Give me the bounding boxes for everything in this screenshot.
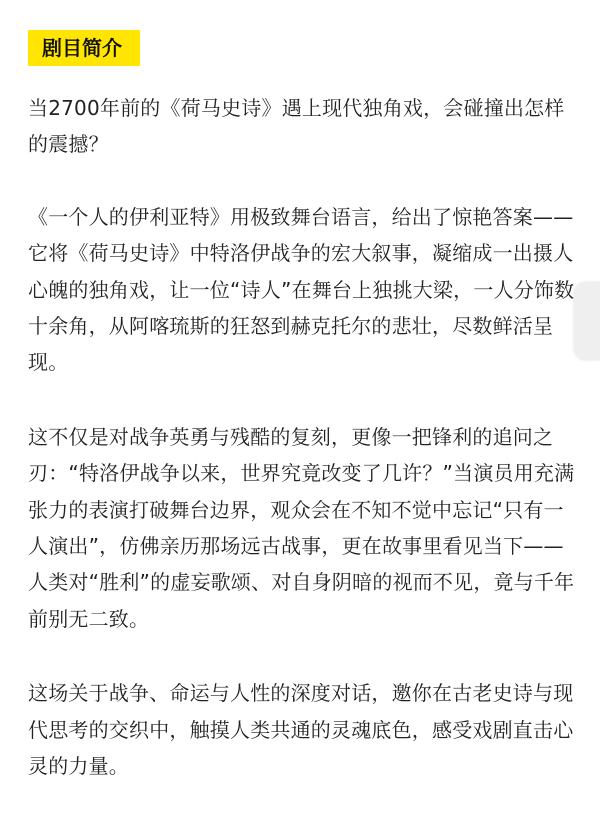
paragraph-intro: 当2700年前的《荷马史诗》遇上现代独角戏，会碰撞出怎样的震撼？ xyxy=(28,96,565,157)
paragraph-conclusion: 这场关于战争、命运与人性的深度对话，邀你在古老史诗与现代思考的交织中，触摸人类共通的灵魂底色，感受戏剧直击心灵的力量。 xyxy=(28,681,574,779)
section-title: 剧目简介 xyxy=(42,36,122,60)
paragraph-question: 这不仅是对战争英勇与残酷的复刻，更像一把锋利的追问之刃：“特洛伊战争以来，世界究竟改变了几许？”当演员用充满张力的表演打破舞台边界，观众会在不知不觉中忘记“只有一人演出”，仿佛亲历那场远古战事，更在故事里看见当下——人类对“胜利”的虚妄歌颂、对自身阴暗的视而不见，竟与千年前别无二致。 xyxy=(28,424,575,631)
side-tab-handle[interactable] xyxy=(574,282,600,360)
paragraph-answer: 《一个人的伊利亚特》用极致舞台语言，给出了惊艳答案——它将《荷马史诗》中特洛伊战争的宏大叙事，凝缩成一出摄人心魄的独角戏，让一位“诗人”在舞台上独挑大梁，一人分饰数十余角，从阿喀琉斯的狂怒到赫克托尔的悲壮，尽数鲜活呈现。 xyxy=(28,204,575,375)
article-body xyxy=(28,90,576,823)
section-tag xyxy=(28,30,140,66)
